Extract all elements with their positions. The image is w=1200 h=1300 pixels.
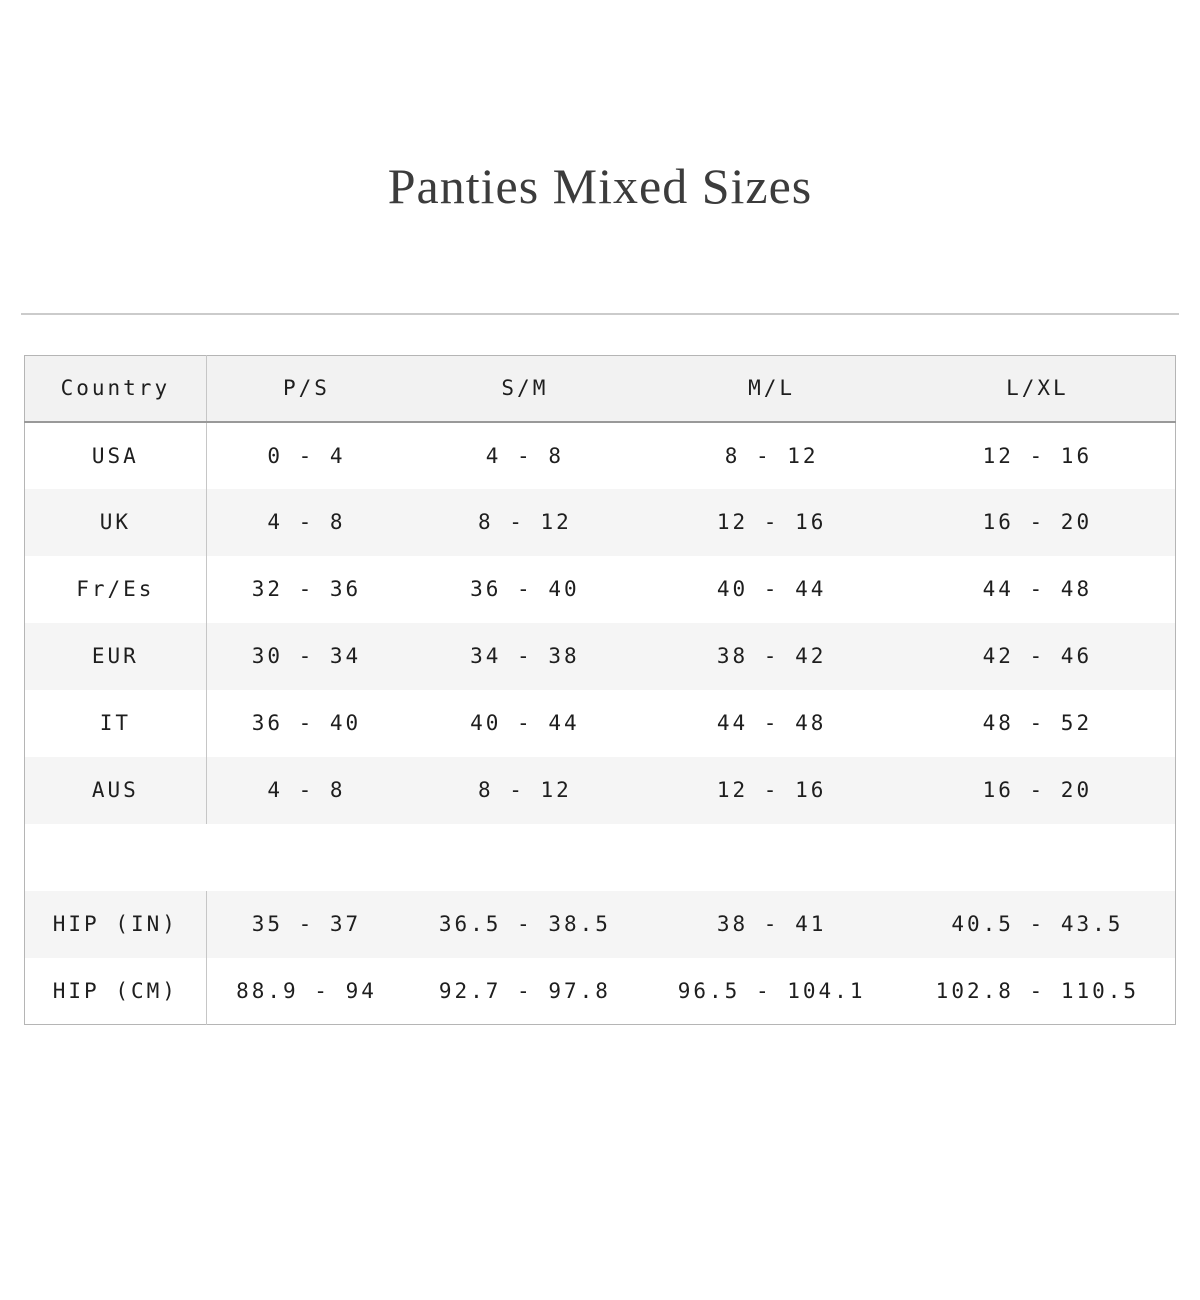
size-value-cell: 16 - 20 — [982, 510, 1093, 534]
size-chart-table — [24, 355, 1176, 1025]
row-label: Fr/Es — [25, 556, 207, 623]
row-label — [25, 824, 207, 891]
size-value-cell: 42 - 46 — [982, 644, 1093, 668]
row-label: USA — [25, 422, 207, 489]
size-value-cell: 35 - 37 — [251, 912, 362, 936]
size-value-cell: 4 - 8 — [485, 443, 564, 468]
column-header-country: Country — [25, 356, 207, 422]
table-row — [25, 891, 1176, 958]
row-label: EUR — [25, 623, 207, 690]
size-value-cell: 44 - 48 — [716, 711, 827, 735]
size-value-cell — [900, 824, 1176, 891]
header-row — [25, 356, 1176, 422]
size-value-cell — [644, 824, 900, 891]
size-value-cell: 38 - 42 — [716, 644, 827, 668]
size-value-cell: 48 - 52 — [982, 711, 1093, 735]
size-chart-section — [0, 355, 1200, 1025]
size-value-cell: 12 - 16 — [982, 443, 1093, 468]
table-row — [25, 422, 1176, 489]
size-value-cell: 36.5 - 38.5 — [438, 912, 611, 936]
size-value-cell: 40 - 44 — [470, 711, 580, 735]
column-header-size: L/XL — [900, 356, 1176, 422]
size-value-cell: 36 - 40 — [251, 711, 362, 735]
size-value-cell: 32 - 36 — [251, 577, 362, 601]
row-label: HIP (CM) — [25, 958, 207, 1025]
table-row — [25, 556, 1176, 623]
page-title: Panties Mixed Sizes — [387, 158, 813, 214]
size-value-cell: 12 - 16 — [716, 510, 827, 534]
size-value-cell: 36 - 40 — [470, 577, 580, 601]
table-row — [25, 958, 1176, 1025]
size-value-cell: 4 - 8 — [267, 778, 346, 802]
section-divider — [21, 313, 1179, 315]
table-row — [25, 623, 1176, 690]
size-value-cell: 40.5 - 43.5 — [951, 912, 1124, 936]
column-header-size: P/S — [206, 356, 406, 422]
size-value-cell: 12 - 16 — [716, 778, 827, 802]
size-value-cell: 8 - 12 — [477, 510, 572, 534]
column-header-size: M/L — [644, 356, 900, 422]
size-value-cell: 44 - 48 — [982, 577, 1093, 601]
column-header-size: S/M — [406, 356, 643, 422]
size-value-cell: 92.7 - 97.8 — [438, 978, 611, 1003]
size-value-cell: 16 - 20 — [982, 778, 1093, 802]
size-value-cell: 8 - 12 — [477, 778, 572, 802]
size-value-cell: 40 - 44 — [716, 577, 827, 601]
size-value-cell: 8 - 12 — [724, 443, 819, 468]
spacer-row — [25, 824, 1176, 891]
size-value-cell: 102.8 - 110.5 — [935, 978, 1140, 1003]
size-value-cell: 0 - 4 — [267, 443, 346, 468]
size-chart-body — [25, 422, 1176, 1025]
size-value-cell: 38 - 41 — [716, 912, 827, 936]
size-value-cell — [406, 824, 643, 891]
table-row — [25, 690, 1176, 757]
size-value-cell: 30 - 34 — [251, 644, 362, 668]
size-value-cell: 96.5 - 104.1 — [677, 978, 866, 1003]
table-row — [25, 489, 1176, 556]
table-row — [25, 757, 1176, 824]
row-label: UK — [25, 489, 207, 556]
size-value-cell — [206, 824, 406, 891]
size-value-cell: 4 - 8 — [267, 510, 346, 534]
size-value-cell: 88.9 - 94 — [236, 978, 377, 1003]
row-label: IT — [25, 690, 207, 757]
size-value-cell: 34 - 38 — [470, 644, 580, 668]
row-label: AUS — [25, 757, 207, 824]
row-label: HIP (IN) — [25, 891, 207, 958]
